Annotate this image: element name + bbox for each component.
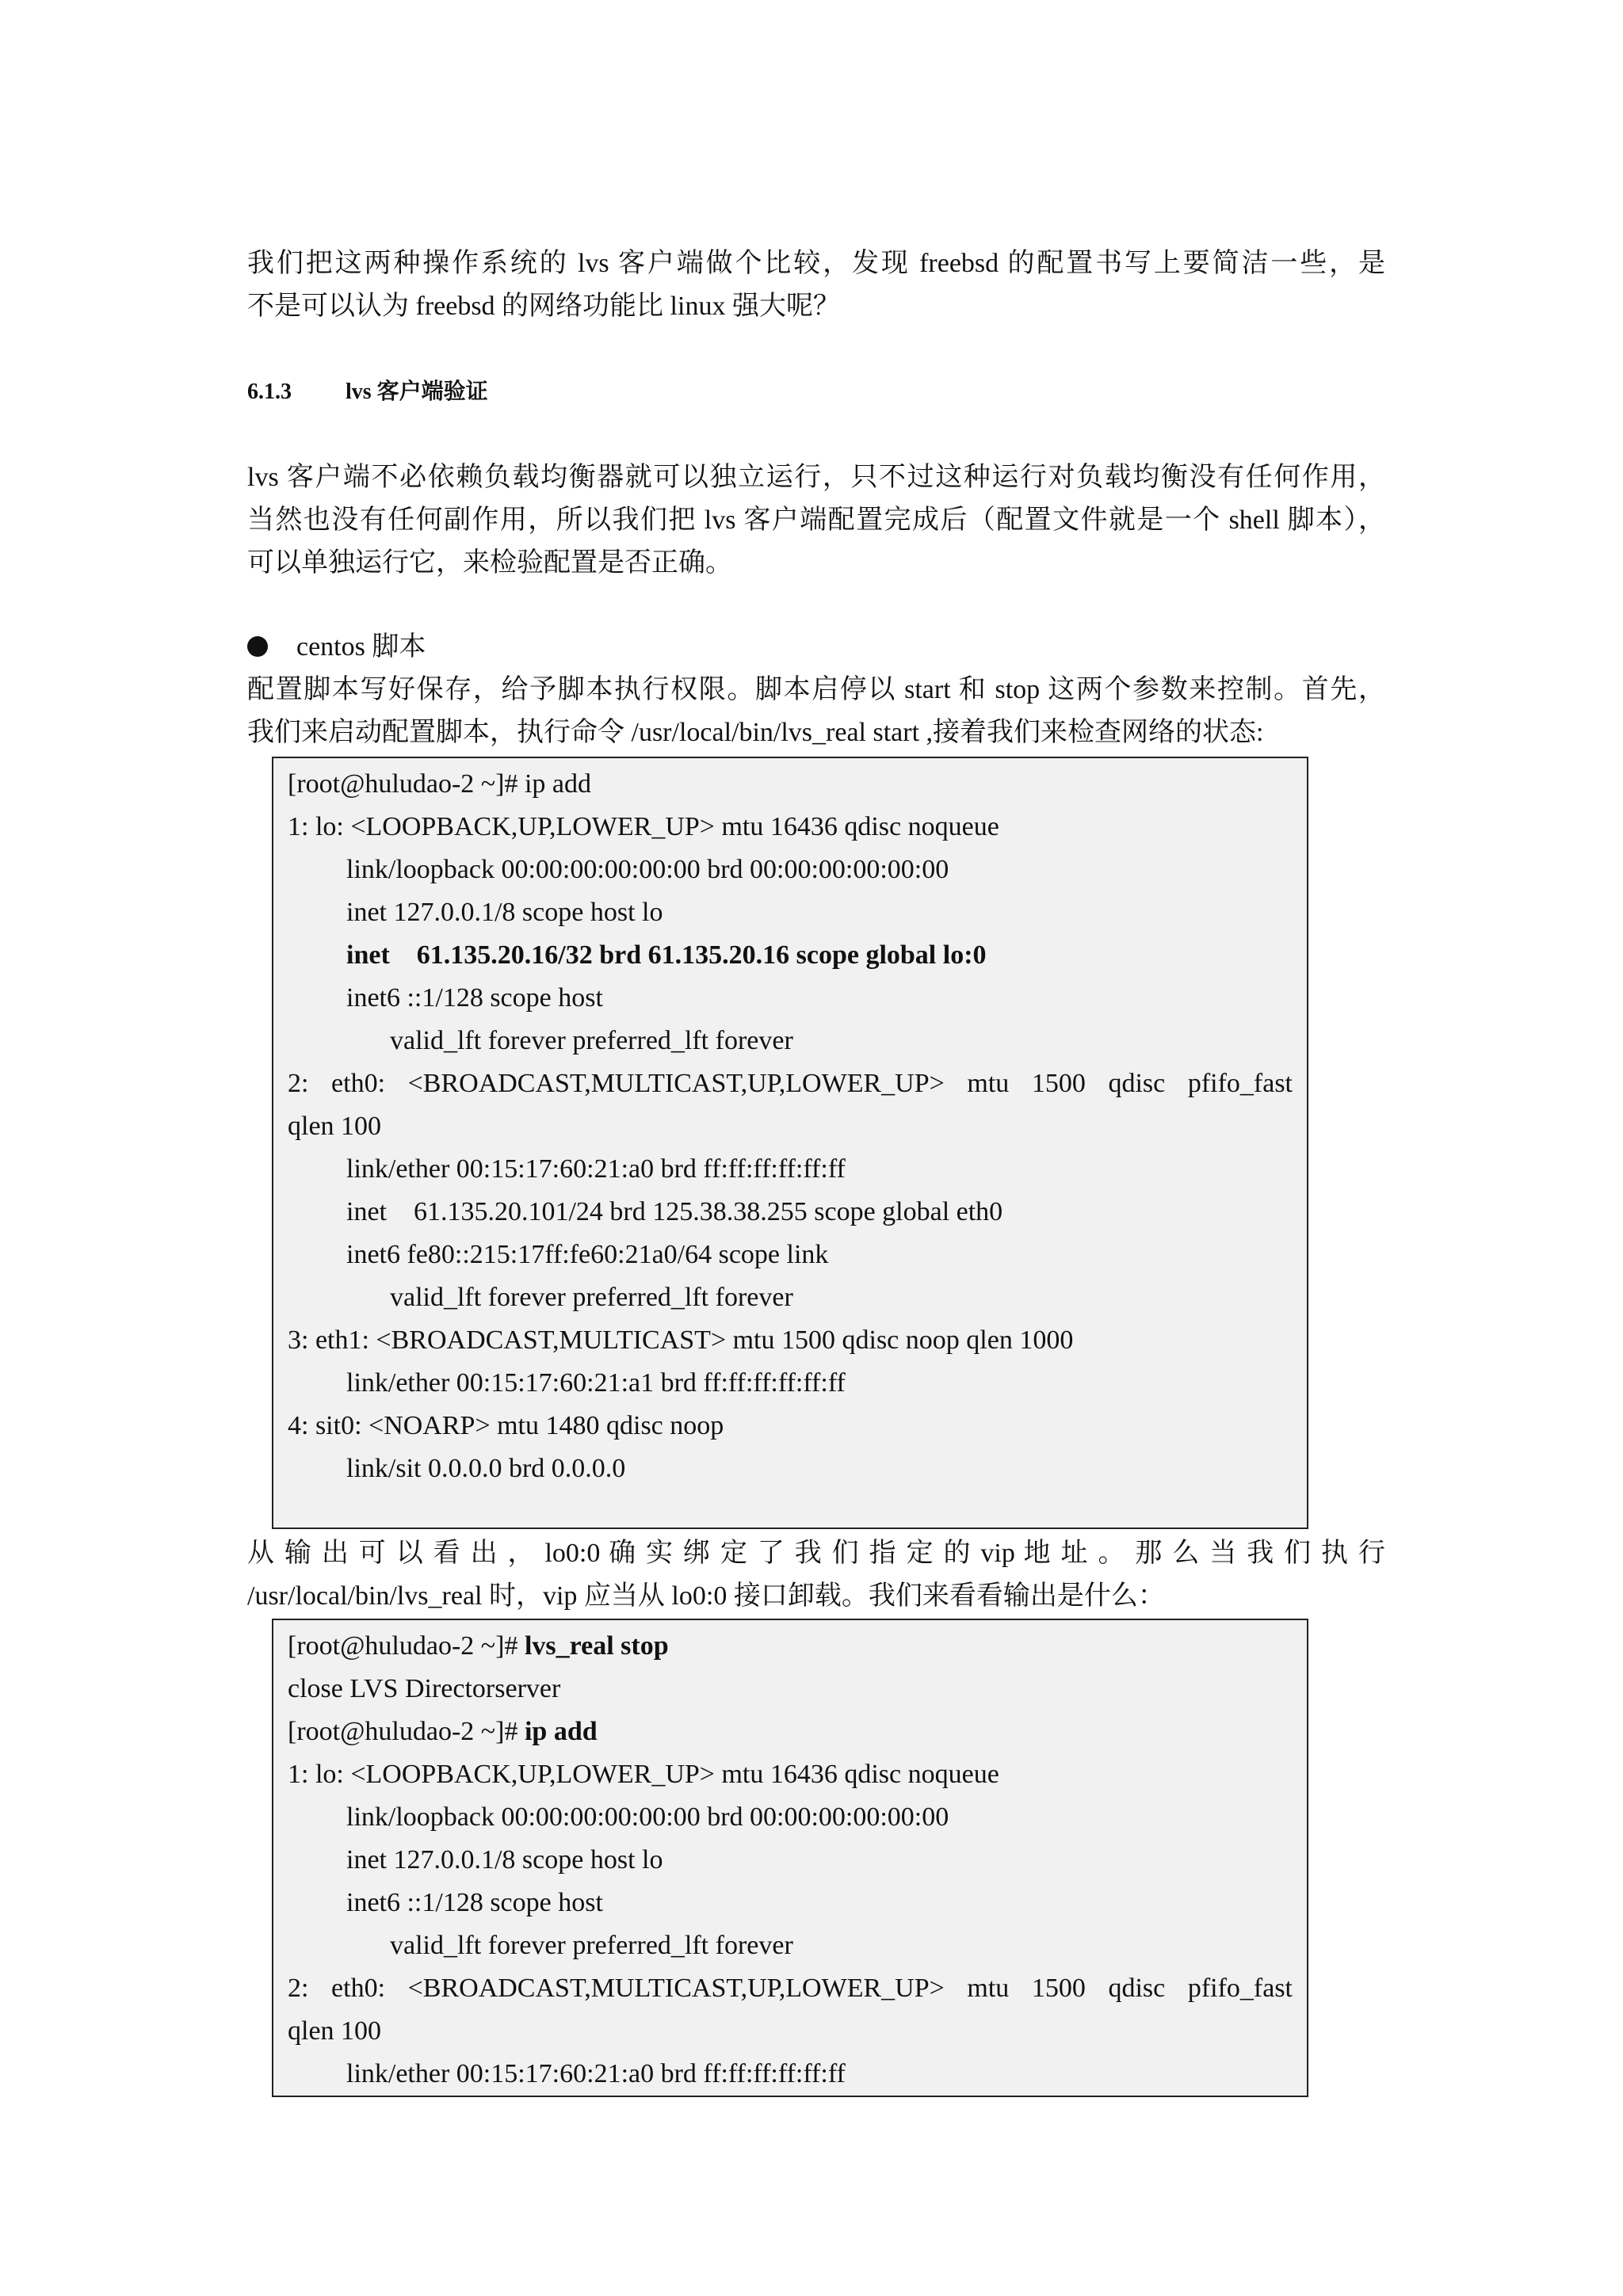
verification-line-3: 可以单独运行它，来检验配置是否正确。 [247,548,732,578]
code-line: link/loopback 00:00:00:00:00:00 brd 00:00:00:00:00:00 [346,1802,949,1832]
code-line: [root@huludao-2 ~]# ip add [288,769,592,799]
script-line-1: 配置脚本写好保存，给予脚本执行权限。脚本启停以 start 和 stop 这两个参数来控制。首先， [247,675,1385,704]
section-title: lvs 客户端验证 [346,379,488,404]
code-line: link/ether 00:15:17:60:21:a0 brd ff:ff:ff:ff:ff:ff [346,1154,846,1184]
code-line: inet 127.0.0.1/8 scope host lo [346,898,663,927]
verification-line-2: 当然也没有任何副作用，所以我们把 lvs 客户端配置完成后（配置文件就是一个 shell 脚本）， [247,505,1385,535]
code-line: inet6 ::1/128 scope host [346,983,603,1013]
code-line: link/loopback 00:00:00:00:00:00 brd 00:00:00:00:00:00 [346,855,949,884]
code-line: inet 61.135.20.101/24 brd 125.38.38.255 scope global eth0 [346,1197,1003,1226]
verification-line-1: lvs 客户端不必依赖负载均衡器就可以独立运行，只不过这种运行对负载均衡没有任何作用， [247,463,1385,492]
code-line-vip-highlight: inet 61.135.20.16/32 brd 61.135.20.16 scope global lo:0 [346,940,987,970]
shell-prompt: [root@huludao-2 ~]# [288,1631,525,1661]
code-line: valid_lft forever preferred_lft forever [390,1026,793,1055]
code-line: inet6 fe80::215:17ff:fe60:21a0/64 scope link [346,1240,829,1269]
code-line: close LVS Directorserver [288,1674,561,1703]
code-line: link/ether 00:15:17:60:21:a1 brd ff:ff:ff:ff:ff:ff [346,1368,846,1398]
code-line: link/sit 0.0.0.0 brd 0.0.0.0 [346,1454,626,1483]
shell-command: lvs_real stop [524,1631,669,1661]
shell-command: ip add [524,1717,598,1746]
output-line-2: /usr/local/bin/lvs_real 时，vip 应当从 lo0:0 接口卸载。我们来看看输出是什么： [247,1581,1165,1611]
code-line: valid_lft forever preferred_lft forever [390,1283,793,1312]
code-line: qlen 100 [288,1112,382,1141]
verification-paragraph [247,456,1385,585]
section-number: 6.1.3 [247,379,292,404]
code-line: 3: eth1: <BROADCAST,MULTICAST> mtu 1500 qdisc noop qlen 1000 [288,1325,1074,1355]
code-block-lvs-real-stop [272,1619,1308,2097]
code-line [288,1625,1293,1668]
output-line-1: 从 输 出 可 以 看 出 ， lo0:0 确 实 绑 定 了 我 们 指 定 的 vip 地 址 。 那 么 当 我 们 执 行 [247,1539,1385,1568]
code-line: qlen 100 [288,2016,382,2046]
section-heading [247,372,488,412]
intro-line-1: 我们把这两种操作系统的 lvs 客户端做个比较，发现 freebsd 的配置书写上要简洁一些，是 [247,249,1385,278]
code-line: 4: sit0: <NOARP> mtu 1480 qdisc noop [288,1411,724,1440]
bullet-item [247,626,426,669]
output-paragraph [247,1532,1385,1618]
code-line: link/ether 00:15:17:60:21:a0 brd ff:ff:ff:ff:ff:ff [346,2059,846,2088]
code-line: inet 127.0.0.1/8 scope host lo [346,1845,663,1875]
code-line: 1: lo: <LOOPBACK,UP,LOWER_UP> mtu 16436 qdisc noqueue [288,812,999,841]
code-line: 1: lo: <LOOPBACK,UP,LOWER_UP> mtu 16436 qdisc noqueue [288,1760,999,1789]
code-line: 2: eth0: <BROADCAST,MULTICAST,UP,LOWER_UP> mtu 1500 qdisc pfifo_fast [288,1069,1293,1098]
intro-paragraph [247,242,1385,328]
code-line: valid_lft forever preferred_lft forever [390,1931,793,1960]
bullet-label: centos 脚本 [296,632,426,662]
shell-prompt: [root@huludao-2 ~]# [288,1717,525,1746]
code-line [288,1711,1293,1753]
code-block-ip-add-start [272,757,1308,1529]
code-line: inet6 ::1/128 scope host [346,1888,603,1917]
intro-line-2: 不是可以认为 freebsd 的网络功能比 linux 强大呢？ [247,292,840,321]
code-line: 2: eth0: <BROADCAST,MULTICAST,UP,LOWER_UP> mtu 1500 qdisc pfifo_fast [288,1974,1293,2003]
script-paragraph [247,669,1385,754]
script-line-2: 我们来启动配置脚本，执行命令 /usr/local/bin/lvs_real start ,接着我们来检查网络的状态: [247,718,1264,747]
bullet-dot-icon [247,636,268,657]
